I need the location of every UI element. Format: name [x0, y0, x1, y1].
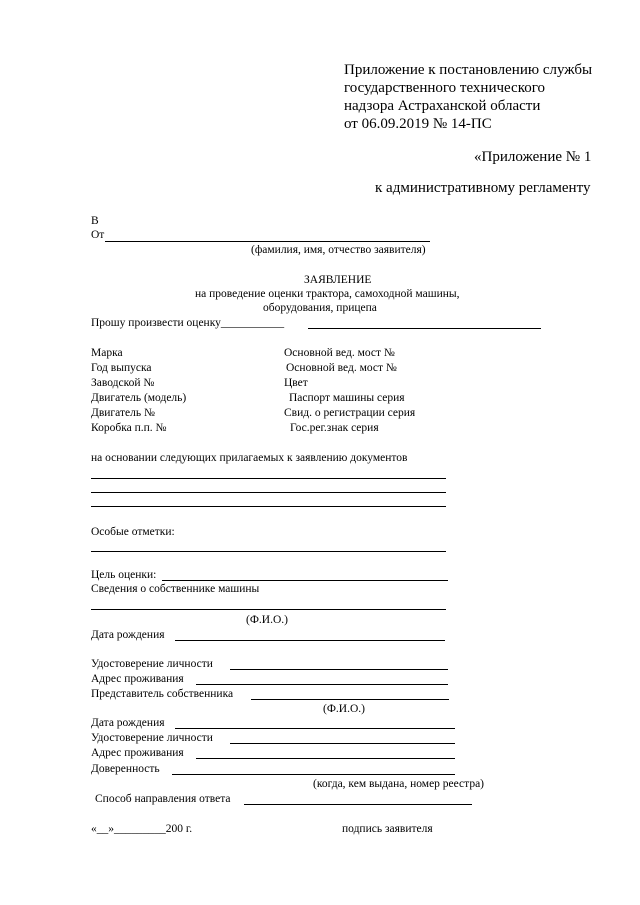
- documents-line-1[interactable]: [91, 478, 446, 479]
- representative-label: Представитель собственника: [91, 688, 234, 700]
- representative-birth-fill-line[interactable]: [175, 728, 455, 729]
- request-fill-line[interactable]: [308, 328, 541, 329]
- power-of-attorney-hint: (когда, кем выдана, номер реестра): [313, 778, 485, 790]
- representative-fill-line[interactable]: [251, 699, 449, 700]
- documents-line-2[interactable]: [91, 492, 446, 493]
- response-method-label: Способ направления ответа: [95, 793, 231, 805]
- statement-subtitle-2: оборудования, прицепа: [263, 302, 377, 314]
- request-label: Прошу произвести оценку___________: [91, 317, 285, 329]
- power-of-attorney-fill-line[interactable]: [172, 774, 455, 775]
- owner-birth-fill-line[interactable]: [175, 640, 445, 641]
- representative-birth-label: Дата рождения: [91, 717, 165, 729]
- field-plate: Гос.рег.знак серия: [290, 422, 379, 434]
- header-line-2: государственного технического: [344, 80, 546, 96]
- field-factory-number: Заводской №: [91, 377, 155, 389]
- owner-address-label: Адрес проживания: [91, 673, 184, 685]
- from-fill-line[interactable]: [105, 241, 430, 242]
- owner-heading: Сведения о собственнике машины: [91, 583, 260, 595]
- field-registration: Свид. о регистрации серия: [284, 407, 416, 419]
- purpose-fill-line[interactable]: [162, 580, 448, 581]
- field-axle-2: Основной вед. мост №: [286, 362, 397, 374]
- owner-name-line[interactable]: [91, 609, 446, 610]
- signature-label: подпись заявителя: [342, 823, 433, 835]
- appendix-line-2: к административному регламенту: [375, 180, 591, 196]
- representative-id-label: Удостоверение личности: [91, 732, 213, 744]
- appendix-line-1: «Приложение № 1: [474, 149, 592, 165]
- header-line-3: надзора Астраханской области: [344, 98, 541, 114]
- from-label: От: [91, 229, 105, 241]
- header-line-1: Приложение к постановлению службы: [344, 62, 593, 78]
- documents-line-3[interactable]: [91, 506, 446, 507]
- field-year: Год выпуска: [91, 362, 152, 374]
- owner-fio-hint: (Ф.И.О.): [246, 614, 288, 626]
- field-gearbox-number: Коробка п.п. №: [91, 422, 167, 434]
- owner-id-fill-line[interactable]: [230, 669, 448, 670]
- field-axle-1: Основной вед. мост №: [284, 347, 395, 359]
- date-field[interactable]: «__»_________200 г.: [91, 823, 193, 835]
- representative-address-label: Адрес проживания: [91, 747, 184, 759]
- field-brand: Марка: [91, 347, 123, 359]
- to-label: В: [91, 215, 99, 227]
- documents-label: на основании следующих прилагаемых к заявлению документов: [91, 452, 408, 464]
- power-of-attorney-label: Доверенность: [91, 763, 160, 775]
- representative-fio-hint: (Ф.И.О.): [323, 703, 365, 715]
- from-hint: (фамилия, имя, отчество заявителя): [251, 244, 426, 256]
- representative-address-fill-line[interactable]: [196, 758, 455, 759]
- special-marks-line[interactable]: [91, 551, 446, 552]
- representative-id-fill-line[interactable]: [230, 743, 455, 744]
- field-passport: Паспорт машины серия: [289, 392, 405, 404]
- owner-birth-label: Дата рождения: [91, 629, 165, 641]
- field-engine-model: Двигатель (модель): [91, 392, 187, 404]
- statement-subtitle-1: на проведение оценки трактора, самоходной машины,: [195, 288, 460, 300]
- owner-address-fill-line[interactable]: [196, 684, 448, 685]
- statement-title: ЗАЯВЛЕНИЕ: [304, 274, 372, 286]
- header-line-4: от 06.09.2019 № 14-ПС: [344, 116, 492, 132]
- owner-id-label: Удостоверение личности: [91, 658, 213, 670]
- field-color: Цвет: [284, 377, 308, 389]
- field-engine-number: Двигатель №: [91, 407, 155, 419]
- response-method-fill-line[interactable]: [244, 804, 472, 805]
- special-marks-label: Особые отметки:: [91, 526, 175, 538]
- purpose-label: Цель оценки:: [91, 569, 157, 581]
